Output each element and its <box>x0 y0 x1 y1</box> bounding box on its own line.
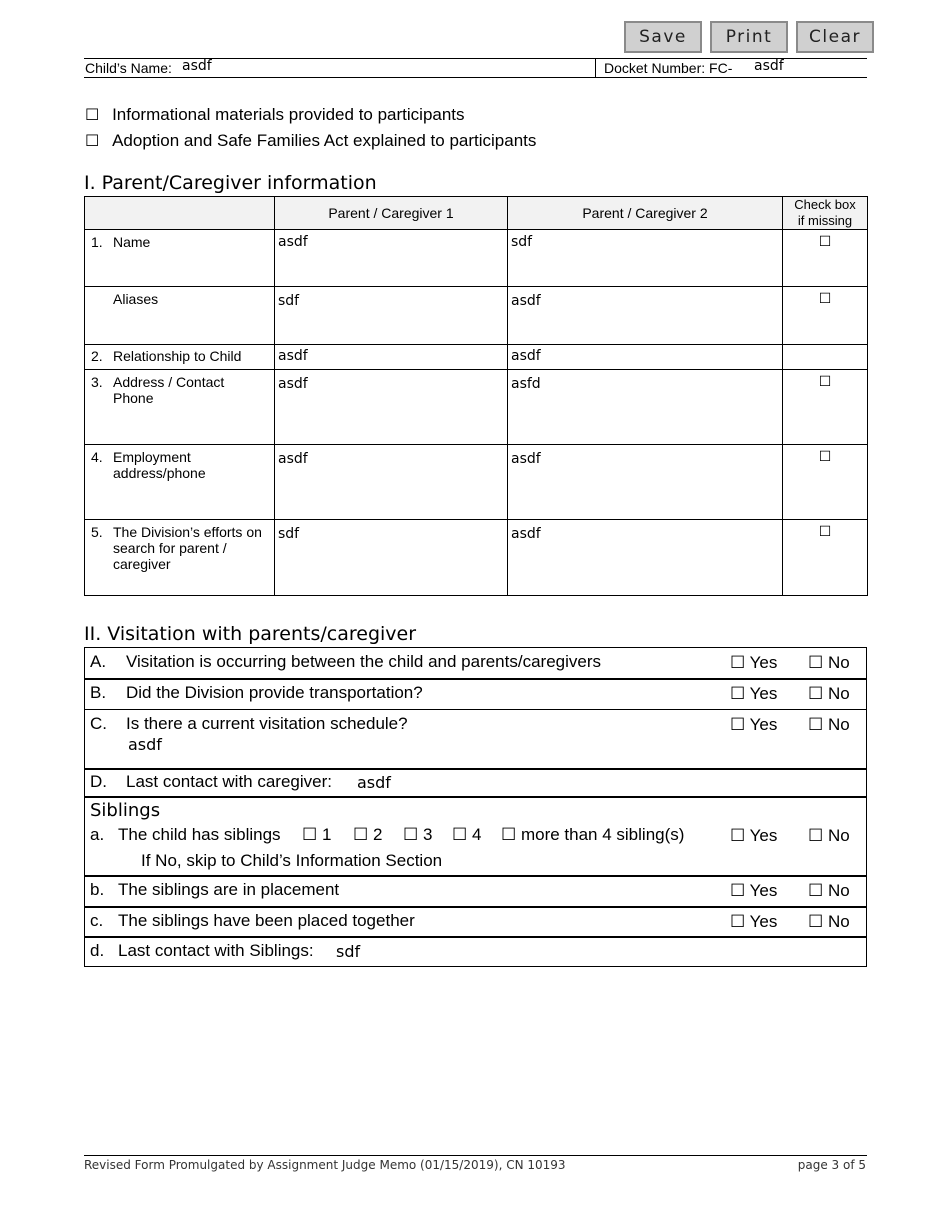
row-a-letter: A. <box>90 652 107 671</box>
row-c-yes-checkbox[interactable]: ☐ Yes <box>730 715 778 734</box>
last-contact-siblings-field[interactable]: sdf <box>336 942 361 961</box>
parent-2-aliases-field[interactable]: asdf <box>508 287 783 345</box>
header-divider <box>595 58 596 77</box>
siblings-row-a <box>84 796 867 877</box>
visitation-row-b <box>84 678 867 710</box>
informational-materials-label: Informational materials provided to participants <box>112 105 465 124</box>
sib-c-yes-checkbox[interactable]: ☐ Yes <box>730 912 778 931</box>
row-a-yes-checkbox[interactable]: ☐ Yes <box>730 653 778 672</box>
sib-d-letter: d. <box>90 941 105 960</box>
row-label-employment: 4. Employment address/phone <box>85 445 275 520</box>
sib-b-yes-checkbox[interactable]: ☐ Yes <box>730 881 778 900</box>
sib-count-2-checkbox[interactable]: ☐ 2 <box>353 825 383 844</box>
footer-rule <box>84 1155 867 1156</box>
sib-d-text: Last contact with Siblings: <box>118 941 314 960</box>
sib-b-no-checkbox[interactable]: ☐ No <box>808 881 850 900</box>
last-contact-caregiver-field[interactable]: asdf <box>357 773 391 792</box>
child-name-label: Child’s Name: <box>85 60 172 76</box>
asfa-explained-row <box>85 131 536 151</box>
section-2-title: II. Visitation with parents/caregiver <box>84 623 417 645</box>
row-d-text: Last contact with caregiver: <box>126 772 332 791</box>
row-d-letter: D. <box>90 772 107 791</box>
relationship-missing-cell <box>783 345 868 370</box>
sib-a-text: The child has siblings <box>118 825 281 844</box>
parent-2-relationship-field[interactable]: asdf <box>508 345 783 370</box>
sib-a-yes-checkbox[interactable]: ☐ Yes <box>730 826 778 845</box>
row-label-address: 3. Address / Contact Phone <box>85 370 275 445</box>
table-row <box>85 370 868 445</box>
parent-2-name-field[interactable]: sdf <box>508 230 783 287</box>
visitation-row-c <box>84 709 867 770</box>
table-row <box>85 230 868 287</box>
sib-count-more-checkbox[interactable]: ☐ more than 4 sibling(s) <box>501 825 685 844</box>
sib-c-letter: c. <box>90 911 104 930</box>
asfa-explained-checkbox[interactable]: ☐ <box>85 131 100 150</box>
sib-a-letter: a. <box>90 825 105 844</box>
row-label-relationship: 2. Relationship to Child <box>85 345 275 370</box>
header-check-if-missing: Check box if missing <box>783 197 868 230</box>
child-name-field[interactable]: asdf <box>182 58 212 74</box>
table-row <box>85 520 868 596</box>
efforts-missing-checkbox[interactable]: ☐ <box>783 520 868 596</box>
parent-1-employment-field[interactable]: asdf <box>275 445 508 520</box>
clear-button[interactable]: Clear <box>796 21 874 53</box>
sib-b-letter: b. <box>90 880 105 899</box>
sib-b-text: The siblings are in placement <box>118 880 340 899</box>
parent-2-address-field[interactable]: asfd <box>508 370 783 445</box>
parent-1-name-field[interactable]: asdf <box>275 230 508 287</box>
row-a-no-checkbox[interactable]: ☐ No <box>808 653 850 672</box>
docket-number-label: Docket Number: FC- <box>604 60 733 76</box>
informational-materials-row <box>85 105 465 125</box>
informational-materials-checkbox[interactable]: ☐ <box>85 105 100 124</box>
header-blank-cell <box>85 197 275 230</box>
asfa-explained-label: Adoption and Safe Families Act explained to participants <box>112 131 537 150</box>
header-parent-1: Parent / Caregiver 1 <box>275 197 508 230</box>
aliases-missing-checkbox[interactable]: ☐ <box>783 287 868 345</box>
parent-caregiver-table <box>84 196 868 596</box>
sib-c-text: The siblings have been placed together <box>118 911 415 930</box>
row-label-division-efforts: 5. The Division’s efforts on search for parent / caregiver <box>85 520 275 596</box>
header-parent-2: Parent / Caregiver 2 <box>508 197 783 230</box>
footer-revision-text: Revised Form Promulgated by Assignment Judge Memo (01/15/2019), CN 10193 <box>84 1158 566 1172</box>
print-button[interactable]: Print <box>710 21 788 53</box>
sib-count-4-checkbox[interactable]: ☐ 4 <box>452 825 482 844</box>
row-b-text: Did the Division provide transportation? <box>126 683 423 702</box>
parent-2-employment-field[interactable]: asdf <box>508 445 783 520</box>
table-row <box>85 445 868 520</box>
table-row <box>85 345 868 370</box>
table-header-row <box>85 197 868 230</box>
parent-1-address-field[interactable]: asdf <box>275 370 508 445</box>
employment-missing-checkbox[interactable]: ☐ <box>783 445 868 520</box>
table-row <box>85 287 868 345</box>
visitation-schedule-field[interactable]: asdf <box>128 735 162 754</box>
row-a-text: Visitation is occurring between the child and parents/caregivers <box>126 652 602 671</box>
siblings-row-c <box>84 906 867 938</box>
parent-1-aliases-field[interactable]: sdf <box>275 287 508 345</box>
row-b-no-checkbox[interactable]: ☐ No <box>808 684 850 703</box>
parent-1-relationship-field[interactable]: asdf <box>275 345 508 370</box>
row-label-name: 1. Name <box>85 230 275 287</box>
save-button[interactable]: Save <box>624 21 702 53</box>
section-1-title: I. Parent/Caregiver information <box>84 172 377 194</box>
sib-a-note: If No, skip to Child’s Information Section <box>141 851 443 870</box>
row-label-aliases: Aliases <box>85 287 275 345</box>
docket-number-field[interactable]: asdf <box>754 58 784 74</box>
row-b-yes-checkbox[interactable]: ☐ Yes <box>730 684 778 703</box>
row-b-letter: B. <box>90 683 107 702</box>
parent-1-efforts-field[interactable]: sdf <box>275 520 508 596</box>
row-c-text: Is there a current visitation schedule? <box>126 714 408 733</box>
visitation-row-a <box>84 647 867 680</box>
address-missing-checkbox[interactable]: ☐ <box>783 370 868 445</box>
sib-a-no-checkbox[interactable]: ☐ No <box>808 826 850 845</box>
parent-2-efforts-field[interactable]: asdf <box>508 520 783 596</box>
sib-c-no-checkbox[interactable]: ☐ No <box>808 912 850 931</box>
siblings-title: Siblings <box>90 800 161 821</box>
sib-count-1-checkbox[interactable]: ☐ 1 <box>302 825 332 844</box>
siblings-row-d <box>84 936 867 967</box>
siblings-row-b <box>84 875 867 908</box>
row-c-no-checkbox[interactable]: ☐ No <box>808 715 850 734</box>
name-missing-checkbox[interactable]: ☐ <box>783 230 868 287</box>
footer-page-number: page 3 of 5 <box>797 1158 866 1172</box>
row-c-letter: C. <box>90 714 107 733</box>
visitation-row-d <box>84 768 867 798</box>
sib-count-3-checkbox[interactable]: ☐ 3 <box>403 825 433 844</box>
